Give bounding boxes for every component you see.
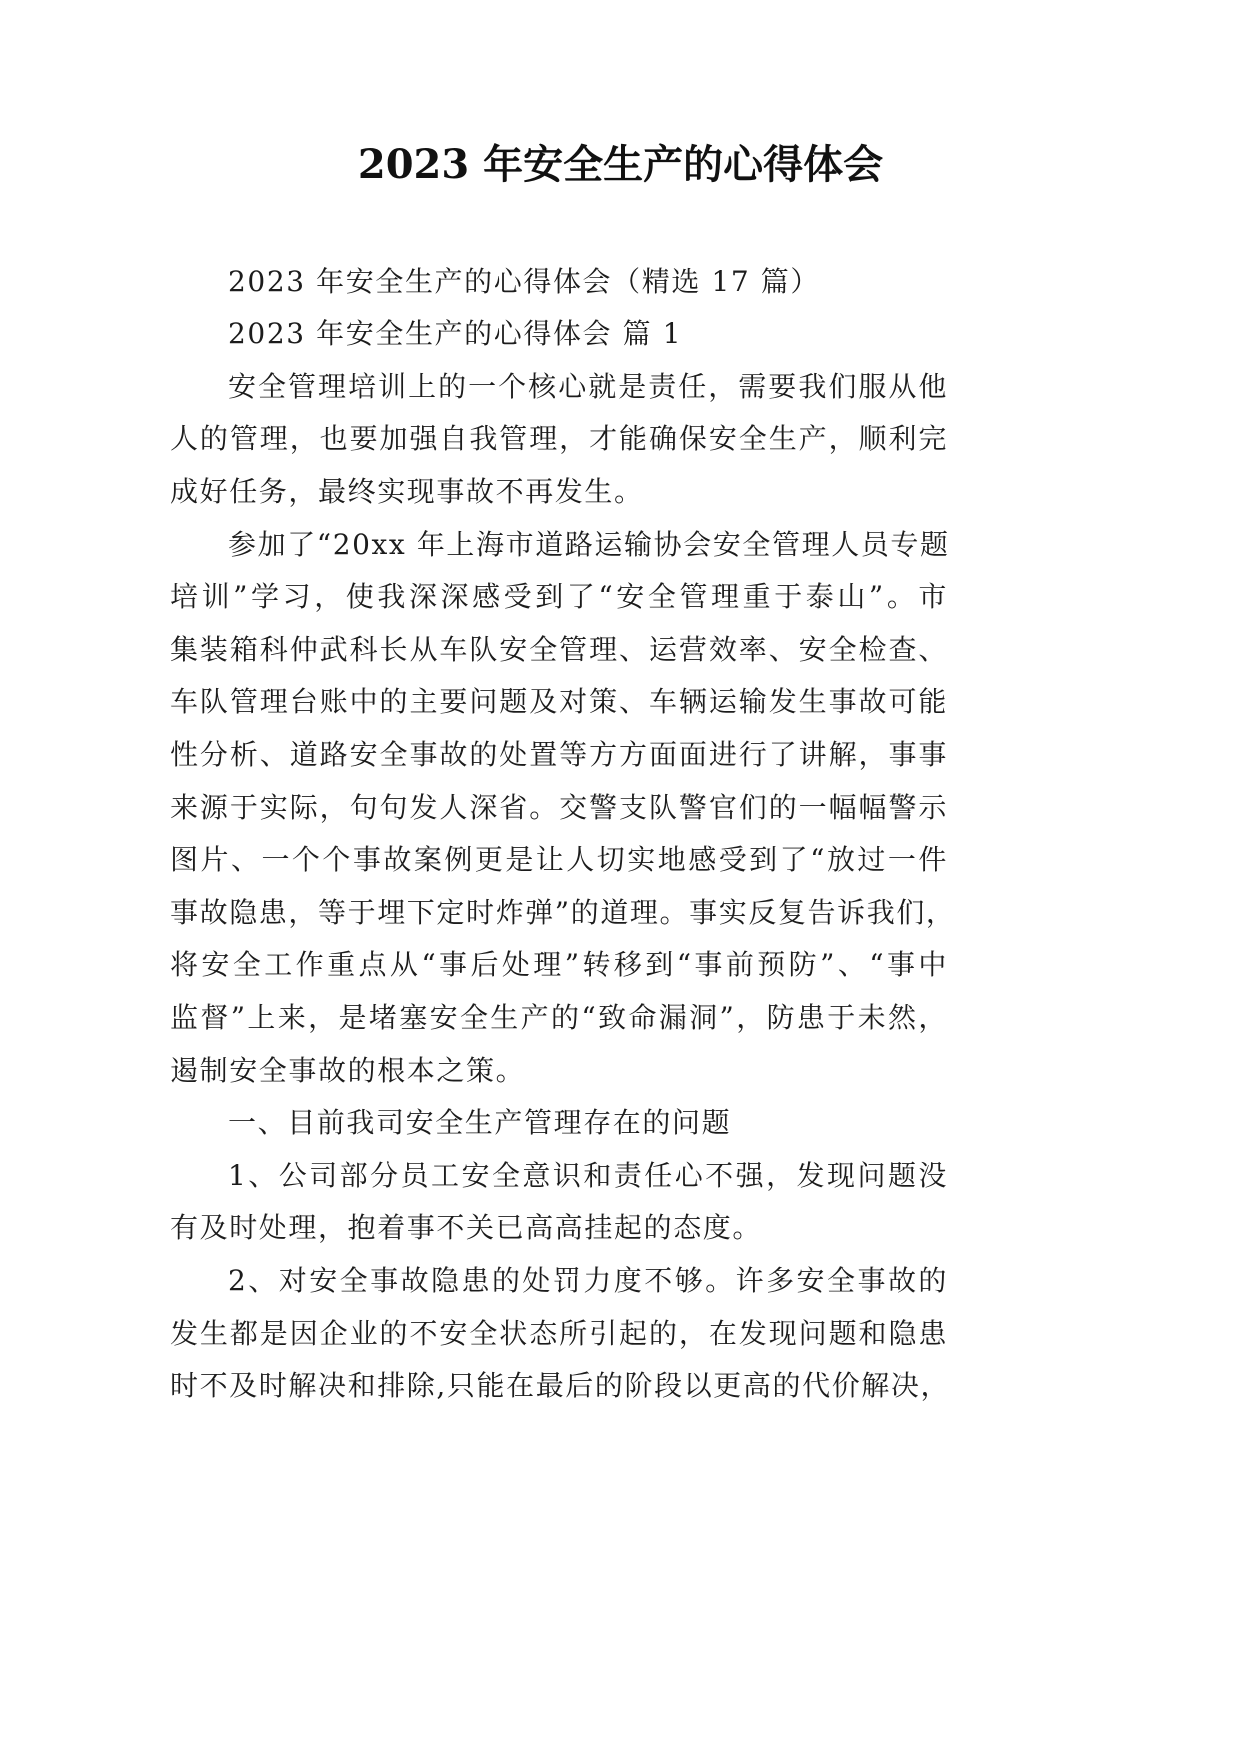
text-line: 参加了“20xx 年上海市道路运输协会安全管理人员专题 bbox=[228, 527, 950, 561]
text-line: 安全管理培训上的一个核心就是责任，需要我们服从他 bbox=[228, 369, 948, 403]
text-line: 有及时处理，抱着事不关已高高挂起的态度。 bbox=[170, 1211, 763, 1245]
document-title: 2023 年安全生产的心得体会 bbox=[357, 141, 884, 188]
text-line: 遏制安全事故的根本之策。 bbox=[170, 1053, 526, 1087]
text-line: 车队管理台账中的主要问题及对策、车辆运输发生事故可能 bbox=[170, 685, 948, 719]
text-line: 2、对安全事故隐患的处罚力度不够。许多安全事故的 bbox=[228, 1263, 948, 1297]
text-line: 培训”学习，使我深深感受到了“安全管理重于泰山”。市 bbox=[170, 580, 948, 614]
text-line: 2023 年安全生产的心得体会（精选 17 篇） bbox=[228, 264, 820, 298]
document-body bbox=[170, 256, 956, 1413]
paragraph bbox=[170, 1150, 948, 1255]
paragraph-subtitle bbox=[170, 256, 948, 309]
text-line: 将安全工作重点从“事后处理”转移到“事前预防”、“事中 bbox=[170, 948, 948, 982]
paragraph-section-heading bbox=[170, 308, 948, 361]
paragraph bbox=[170, 1255, 951, 1413]
text-line: 人的管理，也要加强自我管理，才能确保安全生产，顺利完 bbox=[170, 422, 948, 456]
text-line: 来源于实际，句句发人深省。交警支队警官们的一幅幅警示 bbox=[170, 790, 948, 824]
text-line: 性分析、道路安全事故的处置等方方面面进行了讲解，事事 bbox=[170, 738, 948, 772]
text-line: 监督”上来，是堵塞安全生产的“致命漏洞”，防患于未然， bbox=[170, 1001, 948, 1034]
text-line: 发生都是因企业的不安全状态所引起的，在发现问题和隐患 bbox=[170, 1316, 948, 1350]
paragraph bbox=[170, 361, 948, 519]
text-line: 成好任务，最终实现事故不再发生。 bbox=[170, 475, 644, 509]
paragraph bbox=[170, 519, 956, 1098]
text-line: 时不及时解决和排除,只能在最后的阶段以更高的代价解决， bbox=[170, 1369, 951, 1403]
text-line: 事故隐患，等于埋下定时炸弹”的道理。事实反复告诉我们， bbox=[170, 895, 956, 929]
text-line: 一、目前我司安全生产管理存在的问题 bbox=[228, 1106, 732, 1140]
text-line: 2023 年安全生产的心得体会 篇 1 bbox=[228, 317, 683, 351]
text-line: 集装箱科仲武科长从车队安全管理、运营效率、安全检查、 bbox=[170, 632, 948, 666]
text-line: 图片、一个个事故案例更是让人切实地感受到了“放过一件 bbox=[170, 843, 948, 877]
text-line: 1、公司部分员工安全意识和责任心不强，发现问题没 bbox=[228, 1158, 948, 1192]
paragraph-heading bbox=[170, 1097, 948, 1150]
